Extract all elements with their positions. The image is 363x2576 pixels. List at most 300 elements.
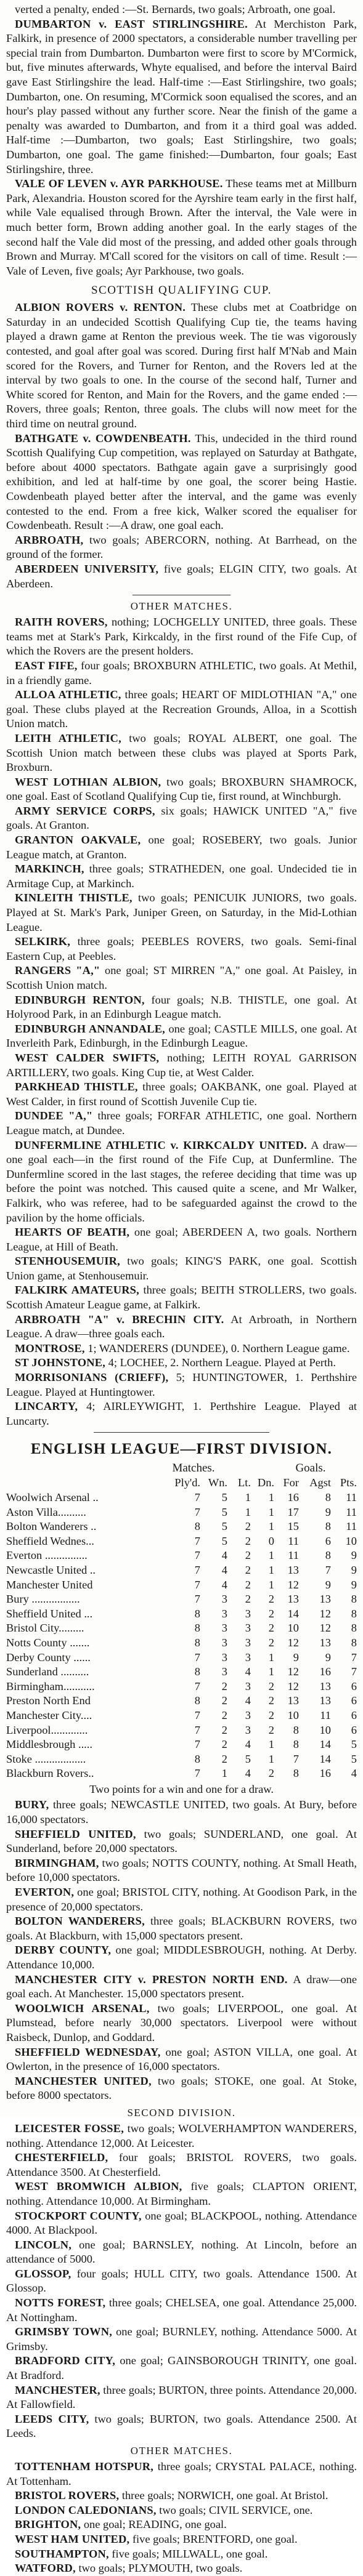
table-row — [6, 1563, 357, 1578]
match-report — [6, 2, 357, 17]
cell-against: 9 — [325, 1578, 331, 1591]
match-report — [6, 2489, 357, 2503]
match-text: six goals; HAWICK UNITED "A," five goals. At Granton. — [6, 804, 357, 832]
match-report — [6, 1371, 357, 1399]
cell-lost: 3 — [245, 1622, 251, 1635]
match-text: four goals; N.B. THISTLE, one goal. At Holyrood Park, in an Edinburgh League match. — [6, 993, 357, 1021]
match-title: LINCARTY, — [15, 1400, 78, 1413]
match-report — [6, 1254, 357, 1283]
cell-for: 12 — [287, 1636, 299, 1649]
match-title: ARBROATH, — [15, 533, 84, 546]
cell-points: 11 — [346, 1491, 357, 1503]
match-title: STOCKPORT COUNTY, — [15, 2209, 142, 2222]
cell-won: 5 — [221, 1491, 227, 1503]
cell-won: 5 — [221, 1520, 227, 1533]
cell-lost: 3 — [245, 1651, 251, 1664]
cell-drawn: 1 — [268, 1491, 274, 1503]
cell-won: 3 — [221, 1651, 227, 1664]
match-reports-intro — [6, 2, 357, 278]
match-report — [6, 891, 357, 935]
cell-points: 11 — [346, 1520, 357, 1533]
match-report — [6, 2122, 357, 2151]
match-title: LEICESTER FOSSE, — [15, 2122, 124, 2135]
league-table — [6, 1491, 357, 1781]
match-report — [6, 2383, 357, 2412]
match-report — [6, 1943, 357, 1972]
cell-against: 13 — [319, 1680, 331, 1693]
cell-drawn: 2 — [268, 1723, 274, 1736]
cell-drawn: 1 — [268, 1651, 274, 1664]
match-title: WEST CALDER SWIFTS, — [15, 1051, 160, 1064]
cell-against: 13 — [319, 1636, 331, 1649]
match-title: EDINBURGH RENTON, — [15, 993, 145, 1006]
table-row — [6, 1694, 357, 1709]
cell-against: 9 — [325, 1651, 331, 1664]
match-report — [6, 2002, 357, 2045]
match-report — [6, 1051, 357, 1080]
match-title: LINCOLN, — [15, 2238, 72, 2251]
match-text: two goals; ABERCORN, nothing. At Barrhead, on the ground of the former. — [6, 533, 357, 561]
table-row — [6, 1519, 357, 1534]
cell-won: 4 — [221, 1563, 227, 1576]
cell-for: 11 — [288, 1534, 299, 1547]
match-text: two goals; STOKE, one goal. At Stoke, before 8000 spectators. — [6, 2074, 357, 2102]
match-title: FALKIRK AMATEURS, — [15, 1284, 139, 1297]
english-other-reports — [6, 2460, 357, 2576]
cell-won: 5 — [221, 1534, 227, 1547]
cell-points: 6 — [351, 1680, 357, 1693]
cell-against: 8 — [325, 1520, 331, 1533]
match-text: one goal; ROSEBERY, two goals. Junior League match, at Granton. — [6, 834, 357, 861]
cell-lost: 5 — [245, 1752, 251, 1765]
cell-drawn: 2 — [268, 1767, 274, 1780]
match-text: three goals; BLACKBURN ROVERS, two goals. At Blackburn, with 15,000 spectators present. — [6, 1915, 357, 1942]
cell-team: Woolwich Arsenal .. — [6, 1491, 99, 1503]
cell-won: 2 — [221, 1723, 227, 1736]
match-title: MANCHESTER, — [15, 2383, 100, 2396]
match-text: two goals; BURTON, two goals. Attendance 2500. At Leeds. — [6, 2412, 357, 2440]
second-division-heading: SECOND DIVISION. — [127, 2106, 236, 2119]
match-report — [6, 533, 357, 562]
match-report — [6, 993, 357, 1022]
match-title: DUMBARTON v. EAST STIRLINGSHIRE. — [15, 17, 248, 30]
match-title: ALLOA ATHLETIC, — [15, 688, 121, 701]
cell-points: 9 — [351, 1549, 357, 1562]
cell-won: 4 — [221, 1578, 227, 1591]
match-title: BRIGHTON, — [15, 2518, 81, 2531]
match-report — [6, 300, 357, 431]
cell-for: 8 — [293, 1767, 299, 1780]
match-text: three goals; CRYSTAL PALACE, nothing. At Tottenham. — [6, 2460, 357, 2487]
match-report — [6, 1342, 357, 1356]
cell-played: 8 — [194, 1694, 200, 1707]
cell-played: 8 — [194, 1622, 200, 1635]
match-title: EDINBURGH ANNANDALE, — [15, 1022, 165, 1035]
match-title: BIRMINGHAM, — [15, 1856, 99, 1869]
match-text: three goals; STRATHEDEN, one goal. Undecided tie in Armitage Cup, at Markinch. — [6, 863, 357, 890]
cell-team: Preston North End — [6, 1694, 91, 1707]
match-report — [6, 862, 357, 891]
cell-for: 14 — [287, 1607, 299, 1620]
cell-points: 8 — [351, 1593, 357, 1606]
matches-group-label: Matches. — [172, 1462, 215, 1475]
table-row — [6, 1505, 357, 1520]
table-row — [6, 1752, 357, 1767]
cell-played: 7 — [194, 1578, 200, 1591]
match-report — [6, 804, 357, 833]
match-text: These clubs met at Coatbridge on Saturday in an undecided Scottish Qualifying Cup tie, the teams having played a drawn game at Renton the previous week. The tie was vigorously contested, and goal after goal was scored. During first half M'Nab and Main scored for the Rovers, and Turner for Renton, and the Rovers led at the interval by two goals to one. In the course of the second half, Turner and White scored for Renton, and Main for the Rovers, and the game ended :—Rovers, three goals; Renton, three goals. The clubs will now meet for the third time on neutral ground. — [6, 301, 357, 430]
cell-points: 7 — [351, 1665, 357, 1678]
match-report — [6, 1022, 357, 1051]
match-text: two goals; ROYAL ALBERT, one goal. The Scottish Union match between these clubs was played at Sports Park, Broxburn. — [6, 731, 357, 774]
match-report — [6, 1109, 357, 1138]
cell-lost: 2 — [245, 1549, 251, 1562]
match-title: RAITH ROVERS, — [15, 616, 108, 629]
cell-drawn: 2 — [268, 1622, 274, 1635]
match-text: verted a penalty, ended :—St. Bernards, two goals; Arbroath, one goal. — [15, 3, 336, 15]
cell-played: 7 — [194, 1738, 200, 1751]
cell-for: 15 — [287, 1520, 299, 1533]
cell-points: 9 — [351, 1563, 357, 1576]
cell-team: Liverpool............. — [6, 1723, 88, 1736]
cell-for: 10 — [287, 1709, 299, 1721]
match-text: two goals; LIVERPOOL, one goal. At Plumstead, before nearly 30,000 spectators. Liverpool were without Raisbeck, Dunlop, and Goddard. — [6, 2002, 357, 2043]
table-row — [6, 1723, 357, 1738]
match-title: MANCHESTER CITY v. PRESTON NORTH END. — [15, 1973, 288, 1986]
qualifying-cup-reports — [6, 300, 357, 591]
match-title: DUNDEE "A," — [15, 1109, 93, 1122]
cell-lost: 4 — [245, 1767, 251, 1780]
table-row — [6, 1636, 357, 1651]
match-title: NOTTS FOREST, — [15, 2296, 106, 2309]
match-title: BRADFORD CITY, — [15, 2354, 116, 2367]
match-text: This, undecided in the third round Scottish Qualifying Cup competition, was replayed on Saturday at Bathgate, before about 4000 spectators. Bathgate again gave a surprisingly good exhibition, and led at half-time by one goal, the scorer being Hastie. Cowdenbeath played better after the interval, and the game was evenly contested to the end. From a free kick, Walker scored the equaliser for Cowdenbeath. Result :—A draw, one goal each. — [6, 432, 357, 532]
match-title: ARBROATH "A" v. BRECHIN CITY. — [15, 1313, 224, 1326]
cell-drawn: 2 — [268, 1680, 274, 1693]
match-title: WEST BROMWICH ALBION, — [15, 2180, 182, 2193]
cell-played: 7 — [194, 1723, 200, 1736]
second-division-reports — [6, 2122, 357, 2441]
cell-for: 7 — [293, 1752, 299, 1765]
match-title: ALBION ROVERS v. RENTON. — [15, 301, 186, 314]
match-text: two goals; NOTTS COUNTY, nothing. At Small Heath, before 10,000 spectators. — [6, 1856, 357, 1884]
cell-lost: 4 — [245, 1738, 251, 1751]
cell-against: 12 — [319, 1607, 331, 1620]
match-text: five goals; MILLWALL, one goal. — [112, 2547, 268, 2560]
match-title: STENHOUSEMUIR, — [15, 1255, 120, 1268]
cell-points: 5 — [351, 1738, 357, 1751]
cell-points: 7 — [351, 1651, 357, 1664]
cell-for: 13 — [287, 1563, 299, 1576]
match-title: TOTTENHAM HOTSPUR, — [15, 2460, 154, 2473]
match-title: BRISTOL ROVERS, — [15, 2489, 120, 2502]
match-report — [6, 1138, 357, 1226]
cell-lost: 3 — [245, 1723, 251, 1736]
match-title: SHEFFIELD WEDNESDAY, — [15, 2045, 161, 2058]
match-report — [6, 2503, 357, 2518]
cell-for: 12 — [287, 1665, 299, 1678]
match-report — [6, 659, 357, 688]
match-title: EAST FIFE, — [15, 659, 78, 672]
cell-played: 7 — [194, 1505, 200, 1518]
match-report — [6, 1914, 357, 1943]
match-report — [6, 2180, 357, 2208]
match-text: three goals; CHELSEA, one goal. Attendance 25,000. At Nottingham. — [6, 2296, 357, 2324]
match-title: KINLEITH THISTLE, — [15, 892, 133, 904]
cell-team: Birmingham........... — [6, 1680, 95, 1693]
cell-played: 7 — [194, 1680, 200, 1693]
cell-lost: 4 — [245, 1665, 251, 1678]
match-text: At Arbroath, in Northern League. A draw—three goals each. — [6, 1313, 357, 1340]
other-matches-heading: OTHER MATCHES. — [130, 600, 233, 613]
cell-points: 6 — [351, 1723, 357, 1736]
table-row — [6, 1534, 357, 1549]
cell-drawn: 1 — [268, 1520, 274, 1533]
cell-points: 6 — [351, 1694, 357, 1707]
match-report — [6, 562, 357, 591]
match-text: three goals; BEITH STROLLERS, two goals. Scottish Amateur League game, at Falkirk. — [6, 1284, 357, 1311]
match-report — [6, 2561, 357, 2576]
match-report — [6, 2354, 357, 2383]
match-report — [6, 1283, 357, 1312]
match-report — [6, 2518, 357, 2532]
cell-points: 9 — [351, 1578, 357, 1591]
cell-team: Manchester City.... — [6, 1709, 92, 1721]
cell-played: 7 — [194, 1651, 200, 1664]
cell-lost: 2 — [245, 1578, 251, 1591]
match-title: WEST HAM UNITED, — [15, 2532, 130, 2545]
match-text: three goals; OAKBANK, one goal. Played at West Calder, in first round of Scottish Juvenile Cup tie. — [6, 1081, 357, 1108]
cell-team: Derby County ...... — [6, 1651, 91, 1664]
table-row — [6, 1607, 357, 1622]
cell-won: 2 — [221, 1752, 227, 1765]
match-text: two goals; PENICUIK JUNIORS, two goals. Played at St. Mark's Park, Juniper Green, on Saturday, in the Mid-Lothian League. — [6, 892, 357, 933]
match-report — [6, 1080, 357, 1109]
match-report — [6, 833, 357, 862]
cell-won: 3 — [221, 1607, 227, 1620]
table-row — [6, 1651, 357, 1665]
cell-points: 8 — [351, 1636, 357, 1649]
match-title: RANGERS "A," — [15, 964, 100, 977]
match-report — [6, 2045, 357, 2074]
match-text: two goals; CIVIL SERVICE, one. — [159, 2503, 313, 2516]
table-row — [6, 1737, 357, 1752]
cell-team: Sheffield Wednes... — [6, 1534, 94, 1547]
cell-team: Stoke .................. — [6, 1752, 86, 1765]
match-title: ST JOHNSTONE, — [15, 1356, 106, 1369]
match-text: one goal; CASTLE MILLS, one goal. At Inverleith Park, Edinburgh, in the Edinburgh League. — [6, 1022, 357, 1050]
cell-played: 8 — [194, 1636, 200, 1649]
qualifying-cup-heading: SCOTTISH QUALIFYING CUP. — [91, 284, 272, 297]
cell-against: 12 — [319, 1622, 331, 1635]
cell-drawn: 1 — [268, 1578, 274, 1591]
match-title: PARKHEAD THISTLE, — [15, 1081, 138, 1093]
match-text: five goals; BRENTFORD, one goal. — [132, 2532, 298, 2545]
cell-against: 11 — [320, 1709, 331, 1721]
match-text: five goals; CLAPTON ORIENT, nothing. Attendance 10,000. At Birmingham. — [6, 2180, 357, 2207]
table-row — [6, 1709, 357, 1723]
match-report — [6, 432, 357, 533]
cell-for: 13 — [287, 1593, 299, 1606]
match-text: one goal; ST MIRREN "A," one goal. At Paisley, in Scottish Union match. — [6, 964, 357, 991]
match-title: MARKINCH, — [15, 863, 84, 875]
cell-team: Middlesbrough ..... — [6, 1738, 92, 1751]
cell-won: 4 — [221, 1549, 227, 1562]
col-for: For — [283, 1476, 299, 1489]
match-text: 4; AIRLEYWIGHT, 1. Perthshire League. Played at Luncarty. — [6, 1400, 357, 1427]
table-row — [6, 1578, 357, 1593]
match-report — [6, 615, 357, 659]
match-text: 4; LOCHEE, 2. Northern League. Played at Perth. — [108, 1356, 336, 1369]
match-text: three goals; NEWCASTLE UNITED, two goals. At Bury, before 16,000 spectators. — [6, 1798, 357, 1826]
match-title: SELKIRK, — [15, 935, 71, 948]
cell-against: 13 — [319, 1694, 331, 1707]
match-title: EVERTON, — [15, 1886, 75, 1899]
cell-drawn: 2 — [268, 1694, 274, 1707]
match-text: one goal; BRISTOL CITY, nothing. At Goodison Park, in the presence of 20,000 spectators. — [6, 1886, 357, 1913]
english-league-heading: ENGLISH LEAGUE—FIRST DIVISION. — [30, 1441, 333, 1458]
match-report — [6, 1827, 357, 1856]
match-report — [6, 2532, 357, 2547]
match-report — [6, 1798, 357, 1827]
cell-for: 8 — [293, 1738, 299, 1751]
cell-team: Sunderland .......... — [6, 1665, 89, 1678]
match-text: one goal; BLACKPOOL, nothing. Attendance 4000. At Blackpool. — [6, 2209, 357, 2237]
cell-points: 8 — [351, 1622, 357, 1635]
match-text: one goal; BURNLEY, nothing. Attendance 5000. At Grimsby. — [6, 2325, 357, 2353]
cell-drawn: 1 — [268, 1549, 274, 1562]
match-text: three goals; PEEBLES ROVERS, two goals. Semi-final Eastern Cup, at Peebles. — [6, 935, 357, 962]
cell-played: 8 — [194, 1665, 200, 1678]
cell-against: 14 — [319, 1738, 331, 1751]
match-text: five goals; ELGIN CITY, two goals. At Aberdeen. — [6, 562, 357, 590]
cell-lost: 1 — [245, 1491, 251, 1503]
table-row — [6, 1680, 357, 1694]
match-text: nothing; LOCHGELLY UNITED, three goals. These teams met at Stark's Park, Kirkcaldy, in the first round of the Fife Cup, of which the Rovers are the present holders. — [6, 616, 357, 658]
cell-won: 3 — [221, 1636, 227, 1649]
cell-for: 12 — [287, 1680, 299, 1693]
cell-played: 7 — [194, 1767, 200, 1780]
first-division-reports — [6, 1798, 357, 2103]
cell-lost: 3 — [245, 1709, 251, 1721]
match-text: three goals; HEART OF MIDLOTHIAN "A," one goal. These clubs played at the Recreation Grounds, Alloa, in a Scottish Union match. — [6, 688, 357, 730]
cell-against: 14 — [319, 1752, 331, 1765]
cell-drawn: 2 — [268, 1709, 274, 1721]
match-report — [6, 964, 357, 992]
match-text: one goal; READING, one goal. — [83, 2518, 227, 2531]
match-report — [6, 2296, 357, 2325]
cell-for: 9 — [293, 1651, 299, 1664]
cell-for: 13 — [287, 1694, 299, 1707]
match-text: A draw—one goal each. At Manchester. 15,000 spectators present. — [6, 1973, 357, 2000]
match-text: one goal; MIDDLESBROUGH, nothing. At Derby. Attendance 10,000. — [6, 1944, 357, 1971]
cell-against: 16 — [319, 1665, 331, 1678]
match-text: one goal; BARNSLEY, nothing. At Lincoln, before an attendance of 5000. — [6, 2238, 357, 2266]
cell-for: 17 — [287, 1505, 299, 1518]
cell-played: 8 — [194, 1607, 200, 1620]
match-title: MONTROSE, — [15, 1342, 85, 1354]
cell-drawn: 2 — [268, 1607, 274, 1620]
cell-played: 8 — [194, 1520, 200, 1533]
match-text: one goal; ABERDEEN A, two goals. Northern League, at Hill of Beath. — [6, 1226, 357, 1253]
cell-points: 8 — [351, 1607, 357, 1620]
match-text: two goals; SUNDERLAND, one goal. At Sunderland, before 20,000 spectators. — [6, 1827, 357, 1855]
points-note: Two points for a win and one for a draw. — [89, 1782, 274, 1795]
cell-against: 10 — [319, 1723, 331, 1736]
match-text: These teams met at Millburn Park, Alexandria. Houston scored for the Ayrshire team early in the first half, while Vale equalised through Brown. After the interval, the Vale were in much better form, Brown adding another goal. In the early stages of the second half the Vale did most of the pressing, and added other goals through Brown and Murray. M'Call scored for the visitors on call of time. Result :—Vale of Leven, five goals; Ayr Parkhouse, two goals. — [6, 177, 357, 277]
table-row — [6, 1621, 357, 1636]
match-report — [6, 688, 357, 731]
cell-drawn: 0 — [268, 1534, 274, 1547]
english-other-matches-heading: OTHER MATCHES. — [130, 2445, 233, 2457]
cell-drawn: 1 — [268, 1505, 274, 1518]
match-title: BOLTON WANDERERS, — [15, 1915, 145, 1928]
col-against: Agst — [309, 1476, 331, 1489]
match-title: MANCHESTER UNITED, — [15, 2074, 152, 2087]
match-report — [6, 2267, 357, 2296]
cell-won: 2 — [221, 1680, 227, 1693]
match-title: ABERDEEN UNIVERSITY, — [15, 562, 159, 575]
match-title: MORRISONIANS (CRIEFF), — [15, 1371, 169, 1384]
match-title: VALE OF LEVEN v. AYR PARKHOUSE. — [15, 177, 223, 190]
match-report — [6, 2460, 357, 2489]
section-divider — [94, 1432, 269, 1433]
cell-played: 7 — [194, 1709, 200, 1721]
cell-played: 8 — [194, 1752, 200, 1765]
cell-played: 7 — [194, 1593, 200, 1606]
cell-team: Notts County ....... — [6, 1636, 90, 1649]
match-title: GRANTON OAKVALE, — [15, 834, 141, 847]
match-title: DUNFERMLINE ATHLETIC v. KIRKCALDY UNITED. — [15, 1138, 307, 1151]
match-text: one goal; ASTON VILLA, one goal. At Owlerton, in the presence of 16,000 spectators. — [6, 2045, 357, 2073]
match-title: LONDON CALEDONIANS, — [15, 2503, 157, 2516]
cell-won: 3 — [221, 1593, 227, 1606]
match-report — [6, 1885, 357, 1914]
cell-against: 16 — [319, 1767, 331, 1780]
table-row — [6, 1491, 357, 1505]
cell-drawn: 1 — [268, 1752, 274, 1765]
cell-against: 8 — [325, 1491, 331, 1503]
match-text: four goals; BRISTOL ROVERS, two goals. Attendance 3500. At Chesterfield. — [6, 2151, 357, 2178]
cell-team: Everton ............... — [6, 1549, 88, 1562]
col-drawn: Dn. — [257, 1476, 274, 1489]
match-report — [6, 775, 357, 804]
match-report — [6, 2209, 357, 2238]
match-title: CHESTERFIELD, — [15, 2151, 108, 2164]
match-text: two goals; KING'S PARK, one goal. Scottish Union game, at Stenhousemuir. — [6, 1255, 357, 1282]
match-text: three goals; FORFAR ATHLETIC, one goal. Northern League match, at Dundee. — [6, 1109, 357, 1137]
match-title: ARMY SERVICE CORPS, — [15, 804, 155, 817]
cell-played: 7 — [194, 1534, 200, 1547]
cell-won: 2 — [221, 1709, 227, 1721]
cell-points: 5 — [351, 1752, 357, 1765]
cell-against: 8 — [325, 1549, 331, 1562]
match-title: WATFORD, — [15, 2562, 76, 2575]
cell-drawn: 1 — [268, 1665, 274, 1678]
match-report — [6, 1356, 357, 1371]
cell-lost: 3 — [245, 1636, 251, 1649]
match-report — [6, 1399, 357, 1428]
table-row — [6, 1548, 357, 1563]
match-text: three goals; BURTON, three points. Attendance 20,000. At Fallowfield. — [6, 2383, 357, 2411]
cell-against: 7 — [325, 1563, 331, 1576]
match-text: A draw—one goal each—in the first round of the Fife Cup, at Dunfermline. The Dunfermline scored in the last stages, the referee deciding that time was up before the point was notched. This caused quite a scene, and Mr Walker, Falkirk, who was referee, had to be safeguarded against the crowd to the pavilion by the home officials. — [6, 1138, 357, 1224]
match-report — [6, 2151, 357, 2180]
match-title: DERBY COUNTY, — [15, 1944, 112, 1957]
match-report — [6, 731, 357, 775]
cell-team: Bury ................. — [6, 1593, 80, 1606]
cell-for: 11 — [288, 1549, 299, 1562]
